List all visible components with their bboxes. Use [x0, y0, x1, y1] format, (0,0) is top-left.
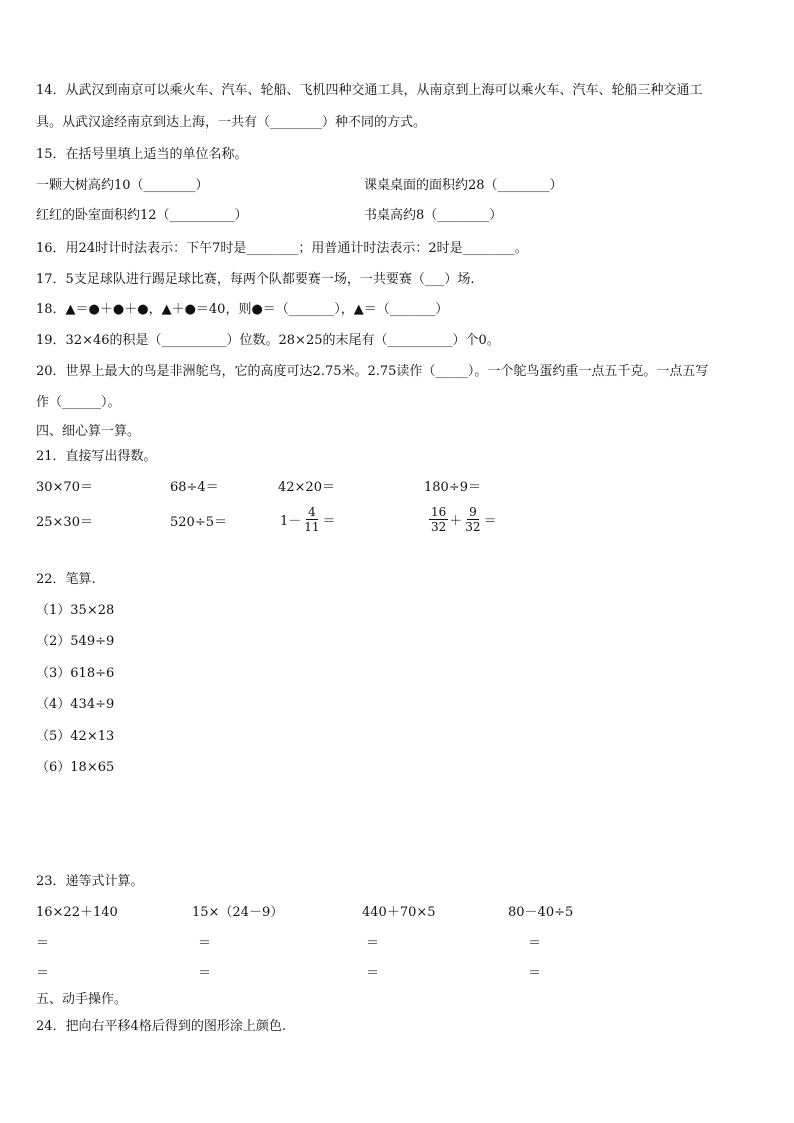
q22-item: （3）618÷6 — [36, 666, 115, 681]
q23-equals: ＝ — [528, 966, 542, 981]
q23-expression: 440＋70×5 — [362, 905, 436, 920]
section-4-heading: 四、细心算一算。 — [36, 424, 141, 439]
q21-calc: 25×30＝ — [36, 515, 93, 530]
equals-sign: ＝ — [483, 514, 497, 529]
q15-title: 15．在括号里填上适当的单位名称。 — [36, 147, 248, 162]
q21-title: 21．直接写出得数。 — [36, 449, 157, 464]
q16: 16．用24时计时法表示：下午7时是________；用普通计时法表示：2时是________。 — [36, 241, 528, 256]
q21-calc: 30×70＝ — [36, 480, 93, 495]
q20-line1: 20．世界上最大的鸟是非洲鸵鸟，它的高度可达2.75米。2.75读作（_____）。一个鸵鸟蛋约重一点五千克。一点五写 — [36, 364, 709, 379]
q23-title: 23．递等式计算。 — [36, 874, 144, 889]
q21-calc: 68÷4＝ — [170, 480, 219, 495]
fraction — [429, 505, 448, 534]
q23-equals: ＝ — [36, 936, 50, 951]
q23-expression: 15×（24－9） — [192, 905, 284, 920]
fraction-prefix: 1－ — [280, 514, 302, 529]
q23-expression: 80－40÷5 — [508, 905, 574, 920]
fraction-numerator: 9 — [469, 505, 477, 519]
q17: 17．5支足球队进行踢足球比赛，每两个队都要赛一场，一共要赛（___）场. — [36, 272, 475, 287]
q21-calc: 42×20＝ — [278, 480, 335, 495]
q18: 18．▲＝●＋●＋●，▲＋●＝40，则●＝（_______），▲＝（_______） — [36, 302, 449, 317]
q23-equals: ＝ — [366, 966, 380, 981]
q20-line2: 作（______）。 — [36, 395, 121, 410]
fraction-denominator: 11 — [304, 520, 320, 534]
fraction-denominator: 32 — [465, 520, 481, 534]
q23-equals: ＝ — [36, 966, 50, 981]
q23-equals: ＝ — [528, 936, 542, 951]
q23-expression: 16×22＋140 — [36, 905, 118, 920]
equals-sign: ＝ — [322, 514, 336, 529]
q14-line2: 具。从武汉途经南京到达上海，一共有（________）种不同的方式。 — [36, 115, 427, 130]
q22-item: （6）18×65 — [36, 760, 115, 775]
q19: 19．32×46的积是（__________）位数。28×25的末尾有（__________）个0。 — [36, 333, 500, 348]
plus-sign: ＋ — [449, 514, 463, 529]
q23-equals: ＝ — [366, 936, 380, 951]
section-5-heading: 五、动手操作。 — [36, 992, 128, 1007]
fraction-numerator: 4 — [308, 505, 316, 519]
q15-item-c: 红红的卧室面积约12（__________） — [36, 208, 248, 223]
q24: 24．把向右平移4格后得到的图形涂上颜色. — [36, 1019, 286, 1034]
q22-item: （5）42×13 — [36, 729, 115, 744]
fraction — [463, 505, 482, 534]
fraction-denominator: 32 — [431, 520, 447, 534]
q14-line1: 14．从武汉到南京可以乘火车、汽车、轮船、飞机四种交通工具，从南京到上海可以乘火车、汽车、轮船三种交通工 — [36, 83, 703, 98]
q21-calc: 180÷9＝ — [424, 480, 481, 495]
fraction — [302, 505, 321, 534]
fraction-numerator: 16 — [431, 505, 447, 519]
q21-calc: 520÷5＝ — [170, 515, 227, 530]
q21-fraction-expression — [428, 505, 497, 534]
q15-item-d: 书桌高约8（________） — [364, 208, 503, 223]
q22-item: （4）434÷9 — [36, 697, 115, 712]
q15-item-a: 一颗大树高约10（________） — [36, 178, 209, 193]
q21-fraction-expression — [280, 505, 336, 534]
q23-equals: ＝ — [198, 936, 212, 951]
q22-title: 22．笔算. — [36, 572, 96, 587]
q22-item: （2）549÷9 — [36, 634, 115, 649]
q15-item-b: 课桌桌面的面积约28（________） — [364, 178, 563, 193]
q22-item: （1）35×28 — [36, 603, 115, 618]
q23-equals: ＝ — [198, 966, 212, 981]
